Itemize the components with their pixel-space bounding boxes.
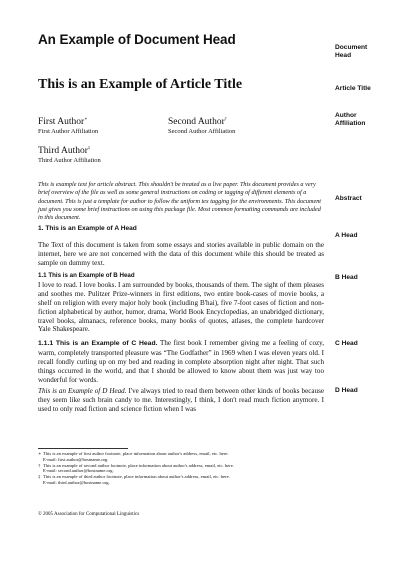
- margin-label-c-head: C Head: [335, 340, 358, 347]
- article-title: This is an Example of Article Title: [38, 77, 243, 92]
- footnote-text: This is an example of second author footnote, place information about author's address, email, etc. here.: [43, 462, 234, 468]
- c-head: 1.1.1 This is an Example of C Head.: [38, 340, 158, 347]
- footnote-item: [38, 463, 324, 475]
- author-footnote-mark: ‡: [87, 145, 91, 150]
- document-head: An Example of Document Head: [38, 32, 236, 47]
- footnote-text: This is an example of first author footnote, place information about author's address, email, etc. here.: [43, 451, 229, 456]
- d-head: This is an Example of D Head.: [38, 387, 127, 395]
- section-b: [38, 271, 324, 334]
- author-footnote-mark: †: [224, 116, 227, 121]
- footnote-email: E-mail: second.author@hostname.org.: [43, 468, 114, 474]
- footnote-mark: ∗: [38, 451, 42, 456]
- margin-label-article-title: Article Title: [335, 85, 371, 92]
- author-affiliation: First Author Affiliation: [38, 128, 99, 136]
- footnotes: [38, 451, 324, 486]
- section-d-text: I've always tried to read them between other kinds of books because they seem like such brain candy to me. Interestingly, I think, I don't read much fiction anymore. I used to only read fiction and science fiction when I was: [38, 387, 324, 413]
- author-name: Third Author: [38, 146, 88, 157]
- margin-label-document-head: Document Head: [335, 44, 368, 59]
- section-c-text: The first book I remember giving me a feeling of cozy, warm, completely transported pleasure was “The Godfather” in 1969 when I was eleven years old. I recall fondly curling up on my bed and reading in complete absorption night after night. That such things occurred in the world, and that I should be allowed to know about them was just way too wonderful for words.: [38, 339, 325, 384]
- footnote-email: E-mail: first.author@hostname.org.: [43, 456, 109, 462]
- author-affiliation: Second Author Affiliation: [168, 128, 236, 136]
- footnote-item: [38, 474, 324, 486]
- footnote-email: E-mail: third.author@hostname.org.: [43, 479, 110, 485]
- margin-label-author-affiliation: Author Affiliation: [335, 112, 366, 127]
- footnote-rule: [38, 448, 128, 449]
- section-c: [38, 339, 324, 385]
- footnote-mark: †: [38, 462, 41, 468]
- author-block-third: [38, 143, 101, 166]
- margin-label-a-head: A Head: [335, 232, 358, 239]
- abstract-text: This is example text for article abstract. This shouldn't be treated as a live paper. This document provides a very brief overview of the file as well as some general instructions on coding or tagging of different elements of a document. This is just a template for author to follow the uniform tex tagging for the environments. This document just gives you some brief instructions on using this package file. Most common formatting commands are included in this document.: [38, 181, 322, 222]
- margin-label-abstract: Abstract: [335, 195, 362, 202]
- a-head: 1. This is an Example of A Head: [38, 225, 137, 232]
- margin-label-b-head: B Head: [335, 274, 358, 281]
- footnote-mark: ‡: [38, 474, 41, 480]
- abstract: [38, 181, 324, 222]
- author-name: Second Author: [168, 117, 225, 128]
- author-footnote-mark: ∗: [84, 116, 88, 121]
- footnote-text: This is an example of third author footnote, place information about author's address, email, etc. here.: [43, 474, 230, 480]
- author-block-second: [168, 114, 235, 137]
- copyright-notice: © 2005 Association for Computational Linguistics: [38, 512, 140, 517]
- section-b-text: I love to read. I love books. I am surrounded by books, thousands of them. The sight of them pleases and soothes me. Pulitzer Prize-winners in first editions, two entire book-cases of movie books, a shelf on religion with every major holy book (including B'hai), five 7-foot cases of fiction and non-fiction alphabetical by author, humor, drama, World Book Encyclopedias, an unabridged dictionary, travel books, almanacs, reference books, many books of quotes, atlases, the complete hardcover Yale Shakespeare.: [38, 280, 324, 334]
- author-name: First Author: [38, 117, 85, 128]
- author-block-first: [38, 114, 98, 137]
- b-head: 1.1 This is an Example of B Head: [38, 272, 135, 279]
- margin-label-d-head: D Head: [335, 387, 358, 394]
- section-a-text: The Text of this document is taken from some essays and stories available in public domain on the internet, here we are not concerned with the data of this document while this should be treated as sample on dummy text.: [38, 241, 324, 267]
- author-affiliation: Third Author Affiliation: [38, 157, 101, 165]
- footnote-item: [38, 451, 324, 463]
- section-d: [38, 387, 324, 414]
